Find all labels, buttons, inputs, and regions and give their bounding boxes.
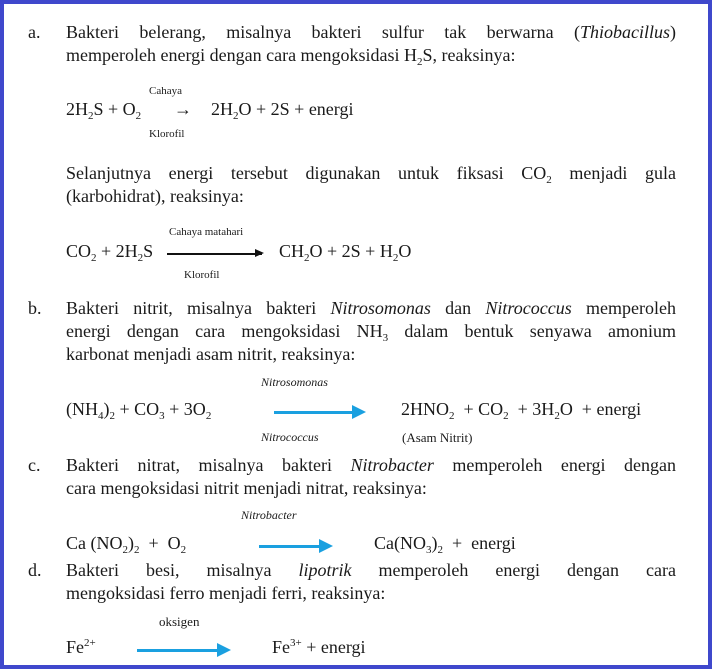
text-segment: cara mengoksidasi nitrit menjadi nitrat, reaksinya: [66, 478, 427, 498]
subscript: 3 [382, 332, 389, 344]
subscript: 2 [88, 110, 94, 122]
italic-term: lipotrik [298, 560, 352, 580]
paragraph-line [66, 583, 676, 604]
text-segment: + energi [301, 637, 366, 657]
text-segment: menjadi gula [551, 163, 676, 183]
subscript: 2 [233, 110, 239, 122]
equation-right-side [374, 533, 516, 554]
text-segment: 2H [211, 99, 233, 119]
arrow-condition-above: oksigen [159, 614, 200, 629]
equation-right-side [211, 99, 353, 120]
text-segment: Ca (NO [66, 533, 123, 553]
text-segment: Bakteri belerang, misalnya bakteri sulfur tak berwarna ( [66, 22, 580, 42]
subscript: 2 [437, 544, 443, 556]
text-segment: O [398, 241, 412, 261]
subscript: 2 [91, 252, 97, 264]
text-segment: + CO [454, 399, 504, 419]
item-label-d: d. [28, 560, 42, 580]
italic-term: Nitrococcus [485, 298, 572, 318]
paragraph-line [66, 560, 676, 581]
text-segment: CO [66, 241, 92, 261]
product-name-note: (Asam Nitrit) [402, 430, 473, 445]
text-segment: Bakteri besi, misalnya [66, 560, 299, 580]
text-segment: S + O [93, 99, 136, 119]
subscript: 2 [546, 174, 552, 186]
subscript: 2 [205, 410, 212, 422]
reaction-arrow-icon [167, 253, 262, 255]
subscript: 2 [135, 110, 142, 122]
text-segment: ) [431, 533, 438, 553]
paragraph-line [66, 298, 676, 319]
equation-right-side [272, 637, 366, 658]
text-segment: O + 2S + H [309, 241, 393, 261]
text-segment: memperoleh energi dengan [433, 455, 676, 475]
equation-left-side [66, 99, 141, 120]
subscript: 2 [134, 544, 140, 556]
equation-left-side [66, 399, 211, 420]
subscript: 2 [109, 410, 115, 422]
superscript: 2+ [84, 637, 96, 649]
reaction-arrow-icon: → [174, 99, 192, 119]
text-segment: ) [103, 399, 110, 419]
text-segment: Fe [66, 637, 84, 657]
subscript: 2 [304, 252, 310, 264]
text-segment: + energi [443, 533, 516, 553]
italic-term: Nitrobacter [350, 455, 434, 475]
paragraph-line [66, 455, 676, 476]
text-segment: (karbohidrat), reaksinya: [66, 186, 244, 206]
arrow-condition-below: Klorofil [184, 269, 220, 281]
text-segment: karbonat menjadi asam nitrit, reaksinya: [66, 344, 356, 364]
arrow-condition-below: Klorofil [149, 128, 185, 140]
text-segment: mengoksidasi ferro menjadi ferri, reaksinya: [66, 583, 386, 603]
subscript: 2 [417, 56, 423, 68]
paragraph-line [66, 344, 676, 365]
arrow-condition-above: Cahaya matahari [169, 226, 244, 238]
text-segment: S, reaksinya: [422, 45, 516, 65]
item-label-a: a. [28, 22, 41, 42]
subscript: 2 [392, 252, 399, 264]
equation-left-side [66, 637, 96, 658]
subscript: 4 [98, 410, 104, 422]
equation-right-side [401, 399, 641, 420]
arrow-condition-above: Nitrobacter [241, 508, 297, 522]
text-segment: + CO [115, 399, 160, 419]
subscript: 3 [159, 410, 165, 422]
subscript: 3 [426, 544, 432, 556]
text-segment: dalam bentuk senyawa amonium [388, 321, 677, 341]
arrow-condition-above: Nitrosomonas [261, 375, 328, 389]
text-segment: memperoleh energi dengan cara mengoksidasi H [66, 45, 418, 65]
subscript: 2 [137, 252, 144, 264]
subscript: 2 [503, 410, 509, 422]
text-segment: CH [279, 241, 305, 261]
item-label-c: c. [28, 455, 41, 475]
text-segment: + 3H [508, 399, 555, 419]
arrow-condition-above: Cahaya [149, 85, 182, 97]
text-segment: Ca(NO [374, 533, 426, 553]
equation-right-side [279, 241, 411, 262]
paragraph-line [66, 45, 676, 66]
text-segment: (NH [66, 399, 98, 419]
arrow-condition-below: Nitrococcus [261, 430, 319, 444]
item-label-b: b. [28, 298, 42, 318]
reaction-arrow-icon [259, 545, 321, 548]
paragraph-line [66, 321, 676, 342]
text-segment: Bakteri nitrat, misalnya bakteri [66, 455, 351, 475]
subscript: 2 [122, 544, 128, 556]
paragraph-line [66, 186, 676, 207]
italic-term: Nitrosomonas [330, 298, 431, 318]
text-segment: Bakteri nitrit, misalnya bakteri [66, 298, 331, 318]
text-segment: O + 2S + energi [238, 99, 354, 119]
subscript: 2 [449, 410, 455, 422]
text-segment: Fe [272, 637, 290, 657]
text-segment: O + energi [559, 399, 642, 419]
text-segment: memperoleh [571, 298, 676, 318]
text-segment: ) [128, 533, 134, 553]
paragraph-line [66, 478, 676, 499]
subscript: 2 [554, 410, 560, 422]
paragraph-line [66, 163, 676, 184]
text-segment: Selanjutnya energi tersebut digunakan untuk fiksasi CO [66, 163, 547, 183]
text-segment: ) [670, 22, 676, 42]
equation-left-side [66, 533, 186, 554]
reaction-arrow-icon [274, 411, 354, 414]
text-segment: + 2H [96, 241, 138, 261]
italic-term: Thiobacillus [579, 22, 670, 42]
text-segment: dan [430, 298, 486, 318]
superscript: 3+ [290, 637, 302, 649]
equation-left-side [66, 241, 153, 262]
subscript: 2 [180, 544, 187, 556]
text-segment: 2HNO [401, 399, 449, 419]
text-segment: energi dengan cara mengoksidasi NH [66, 321, 383, 341]
text-segment: memperoleh energi dengan cara [351, 560, 676, 580]
paragraph-line [66, 22, 676, 43]
text-segment: + O [139, 533, 181, 553]
text-segment: + 3O [164, 399, 206, 419]
reaction-arrow-icon [137, 649, 219, 652]
text-segment: S [143, 241, 154, 261]
text-segment: 2H [66, 99, 88, 119]
